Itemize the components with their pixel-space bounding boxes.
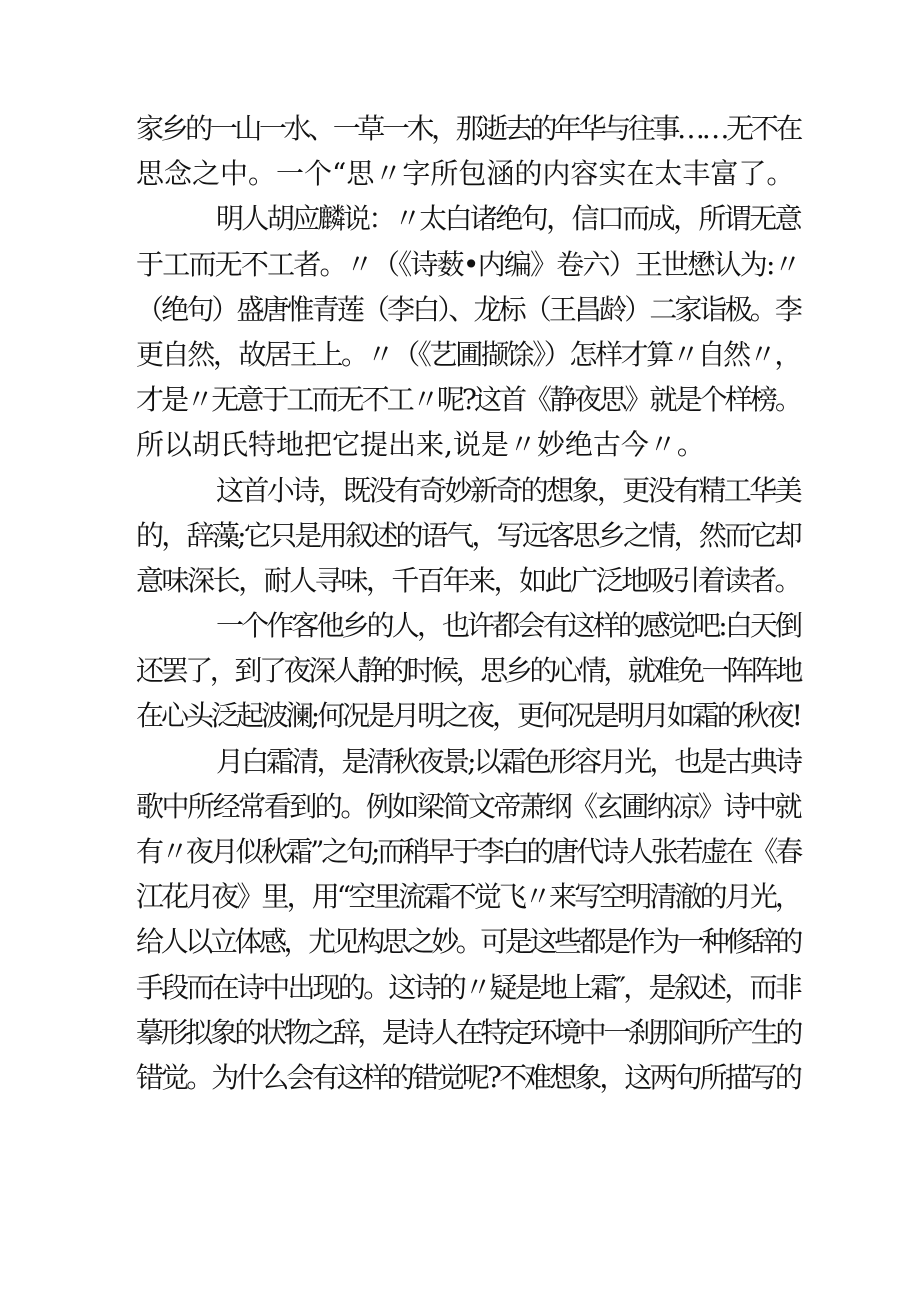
text-line: 还罢了，到了夜深人静的时候，思乡的心情，就难免一阵阵地	[136, 654, 800, 688]
text-line: 所以胡氏特地把它提出来,说是〃妙绝古今〃。	[136, 428, 705, 462]
text-line: 家乡的一山一水、一草一木，那逝去的年华与往事……无不在	[136, 112, 800, 145]
text-line: 在心头泛起波澜;何况是月明之夜，更何况是明月如霜的秋夜!	[136, 699, 800, 733]
text-line: 江花月夜》里，用“空里流霜不觉飞〃来写空明清澈的月光，	[136, 880, 801, 914]
text-line: 给人以立体感，尤见构思之妙。可是这些都是作为一种修辞的	[136, 925, 800, 959]
text-line: （绝句）盛唐惟青莲（李白）、龙标（王昌龄）二家诣极。李	[136, 292, 800, 326]
text-line: 一个作客他乡的人，也许都会有这样的感觉吧:白天倒	[216, 609, 801, 643]
text-line: 有〃夜月似秋霜”之句;而稍早于李白的唐代诗人张若虚在《春	[136, 835, 801, 868]
text-line: 才是〃无意于工而无不工〃呢?这首《静夜思》就是个样榜。	[136, 383, 800, 417]
text-line: 手段而在诗中出现的。这诗的〃疑是地上霜″，是叙述，而非	[136, 970, 800, 1004]
text-line: 歌中所经常看到的。例如梁简文帝萧纲《玄圃纳凉》诗中就	[136, 789, 801, 823]
body-text	[136, 106, 800, 1100]
text-line: 错觉。为什么会有这样的错觉呢?不难想象，这两句所描写的	[136, 1060, 800, 1094]
text-line: 更自然，故居王上。〃（《艺圃撷馀》）怎样才算〃自然〃，	[136, 337, 801, 371]
text-line: 意味深长，耐人寻味，千百年来，如此广泛地吸引着读者。	[136, 563, 801, 597]
text-line: 这首小诗，既没有奇妙新奇的想象，更没有精工华美	[216, 473, 800, 507]
text-line: 摹形拟象的状物之辞，是诗人在特定环境中一刹那间所产生的	[136, 1015, 800, 1049]
text-line: 明人胡应麟说：〃太白诸绝句，信口而成，所谓无意	[216, 202, 800, 236]
text-line: 月白霜清，是清秋夜景;以霜色形容月光，也是古典诗	[216, 744, 801, 778]
text-line: 的，辞藻;它只是用叙述的语气，写远客思乡之情，然而它却	[136, 518, 800, 552]
text-line: 思念之中。一个“思〃字所包涵的内容实在太丰富了。	[136, 157, 795, 191]
text-line: 于工而无不工者。〃（《诗薮•内编》卷六）王世懋认为:〃	[136, 247, 800, 281]
